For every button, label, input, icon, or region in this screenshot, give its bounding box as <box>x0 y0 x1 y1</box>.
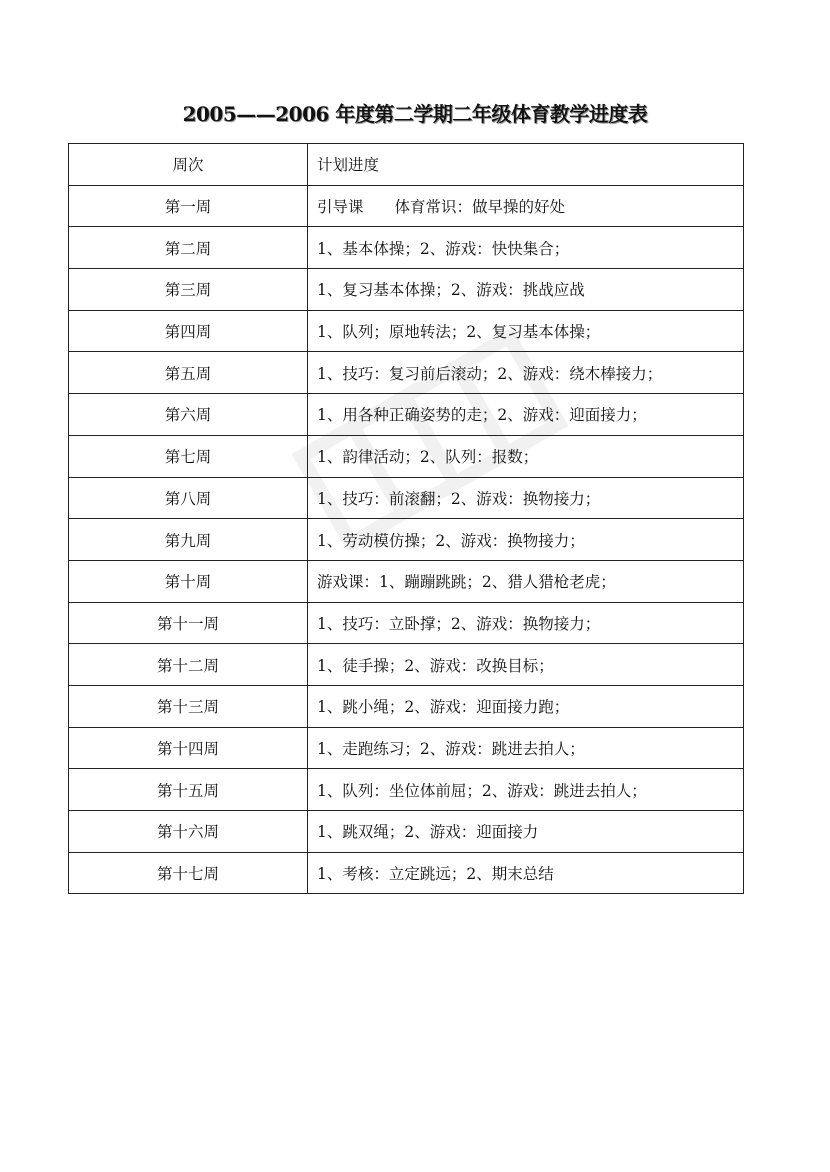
week-cell: 第四周 <box>69 310 308 352</box>
table-row <box>69 811 744 853</box>
plan-cell: 1、基本体操；2、游戏：快快集合； <box>308 227 744 269</box>
plan-cell: 1、复习基本体操；2、游戏：挑战应战 <box>308 269 744 311</box>
plan-cell: 1、用各种正确姿势的走；2、游戏：迎面接力； <box>308 394 744 436</box>
table-row <box>69 435 744 477</box>
table-row <box>69 519 744 561</box>
week-cell: 第八周 <box>69 477 308 519</box>
plan-cell: 1、队列；原地转法；2、复习基本体操； <box>308 310 744 352</box>
plan-cell: 1、跳小绳；2、游戏：迎面接力跑； <box>308 685 744 727</box>
week-cell: 第二周 <box>69 227 308 269</box>
table-row <box>69 769 744 811</box>
table-header-row <box>69 144 744 186</box>
table-row <box>69 727 744 769</box>
plan-cell: 1、队列：坐位体前屈；2、游戏：跳进去拍人； <box>308 769 744 811</box>
table-row <box>69 560 744 602</box>
table-row <box>69 685 744 727</box>
week-cell: 第十七周 <box>69 852 308 894</box>
table-row <box>69 185 744 227</box>
plan-cell: 1、劳动模仿操；2、游戏：换物接力； <box>308 519 744 561</box>
week-cell: 第十五周 <box>69 769 308 811</box>
table-row <box>69 602 744 644</box>
week-cell: 第十六周 <box>69 811 308 853</box>
schedule-table <box>68 143 744 894</box>
table-row <box>69 644 744 686</box>
week-cell: 第十二周 <box>69 644 308 686</box>
week-cell: 第十三周 <box>69 685 308 727</box>
plan-cell: 游戏课：1、蹦蹦跳跳；2、猎人猎枪老虎； <box>308 560 744 602</box>
header-week: 周次 <box>69 144 308 186</box>
week-cell: 第十周 <box>69 560 308 602</box>
week-cell: 第七周 <box>69 435 308 477</box>
week-cell: 第六周 <box>69 394 308 436</box>
plan-cell: 1、技巧：立卧撑；2、游戏：换物接力； <box>308 602 744 644</box>
plan-cell: 引导课 体育常识：做早操的好处 <box>308 185 744 227</box>
table-row <box>69 477 744 519</box>
plan-cell: 1、走跑练习；2、游戏：跳进去拍人； <box>308 727 744 769</box>
plan-cell: 1、技巧：前滚翻；2、游戏：换物接力； <box>308 477 744 519</box>
plan-cell: 1、考核：立定跳远；2、期末总结 <box>308 852 744 894</box>
plan-cell: 1、技巧：复习前后滚动；2、游戏：绕木棒接力； <box>308 352 744 394</box>
header-plan: 计划进度 <box>308 144 744 186</box>
table-row <box>69 269 744 311</box>
table-row <box>69 310 744 352</box>
week-cell: 第五周 <box>69 352 308 394</box>
week-cell: 第一周 <box>69 185 308 227</box>
table-row <box>69 852 744 894</box>
table-row <box>69 352 744 394</box>
table-row <box>69 227 744 269</box>
week-cell: 第十四周 <box>69 727 308 769</box>
page-title: 2005——2006 年度第二学期二年级体育教学进度表 <box>182 102 648 126</box>
week-cell: 第十一周 <box>69 602 308 644</box>
plan-cell: 1、韵律活动；2、队列：报数； <box>308 435 744 477</box>
week-cell: 第三周 <box>69 269 308 311</box>
plan-cell: 1、跳双绳；2、游戏：迎面接力 <box>308 811 744 853</box>
plan-cell: 1、徒手操；2、游戏：改换目标； <box>308 644 744 686</box>
table-row <box>69 394 744 436</box>
week-cell: 第九周 <box>69 519 308 561</box>
